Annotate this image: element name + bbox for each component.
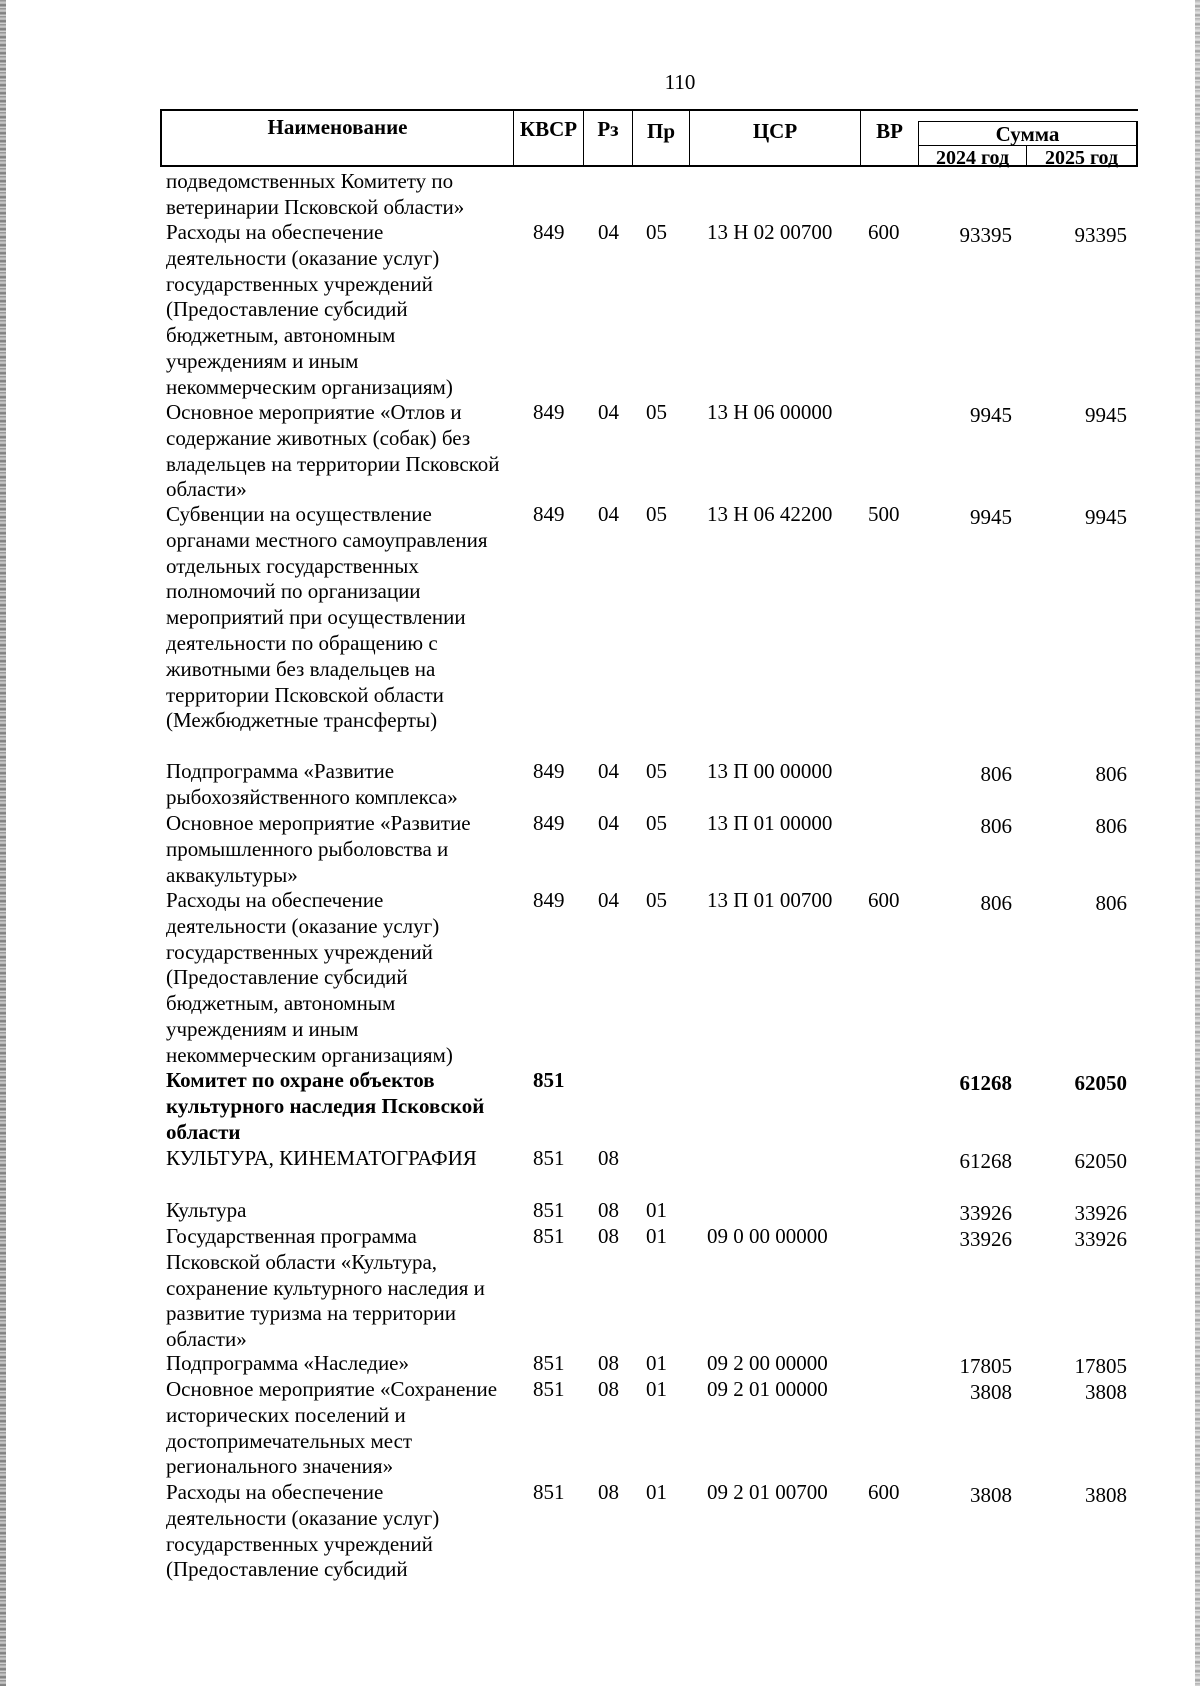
row-2025: 93395 [1074,223,1127,247]
row-pr: 05 [646,400,667,424]
row-kvsr: 851 [533,1377,565,1401]
row-name: Комитет по охране объектов культурного наследия Псковской области [166,1068,485,1144]
header-right-border [1136,121,1138,167]
row-kvsr: 851 [533,1198,565,1222]
row-kvsr: 849 [533,888,565,912]
row-2024: 93395 [959,223,1012,247]
row-rz: 08 [598,1224,619,1248]
row-pr: 01 [646,1351,667,1375]
row-rz: 04 [598,811,619,835]
row-name: Подпрограмма «Развитие рыбохозяйственного комплекса» [166,759,458,809]
row-csr: 09 2 00 00000 [707,1351,828,1375]
row-2025: 17805 [1074,1354,1127,1378]
header-csr: ЦСР [752,119,798,143]
header-vr: ВР [876,119,903,143]
row-pr: 01 [646,1480,667,1504]
row-rz: 08 [598,1351,619,1375]
header-2025: 2025 год [1044,147,1119,169]
row-name: Расходы на обеспечение деятельности (оказание услуг) государственных учреждений (Предоставление субсидий бюджетным, автономным учреждениям и иным некоммерческим организациям) [166,220,453,399]
row-name: Культура [166,1198,247,1222]
row-2024: 806 [980,891,1012,915]
row-csr: 09 2 01 00700 [707,1480,828,1504]
row-2025: 33926 [1074,1227,1127,1251]
row-2025: 62050 [1074,1149,1127,1173]
row-pr: 01 [646,1198,667,1222]
row-rz: 04 [598,759,619,783]
row-kvsr: 851 [533,1351,565,1375]
row-rz: 04 [598,888,619,912]
row-2025: 806 [1095,814,1127,838]
row-kvsr: 849 [533,759,565,783]
row-pr: 05 [646,759,667,783]
row-2024: 61268 [959,1149,1012,1173]
row-pr: 05 [646,502,667,526]
row-rz: 08 [598,1377,619,1401]
row-rz: 08 [598,1146,619,1170]
row-2025: 806 [1095,891,1127,915]
row-2025: 9945 [1085,403,1127,427]
scan-edge-left [0,0,6,1686]
row-rz: 04 [598,220,619,244]
row-vr: 600 [868,888,900,912]
header-rz: Рз [597,117,619,141]
row-kvsr: 851 [533,1224,565,1248]
row-csr: 13 Н 06 42200 [707,502,833,526]
header-pr: Пр [646,119,675,143]
header-sum: Сумма [995,122,1060,146]
row-name: КУЛЬТУРА, КИНЕМАТОГРАФИЯ [166,1146,477,1170]
row-kvsr: 849 [533,400,565,424]
row-rz: 08 [598,1480,619,1504]
row-2024: 17805 [959,1354,1012,1378]
row-rz: 08 [598,1198,619,1222]
row-name: Основное мероприятие «Сохранение исторических поселений и достопримечательных мест регионального значения» [166,1377,498,1479]
row-2024: 3808 [970,1380,1012,1404]
row-csr: 09 0 00 00000 [707,1224,828,1248]
row-vr: 600 [868,1480,900,1504]
header-name: Наименование [267,115,408,139]
row-name: Государственная программа Псковской области «Культура, сохранение культурного наследия и развитие туризма на территории области» [166,1224,485,1352]
row-2024: 806 [980,762,1012,786]
row-2025: 33926 [1074,1201,1127,1225]
row-kvsr: 851 [533,1480,565,1504]
scan-edge-right [1195,0,1200,1686]
row-2025: 9945 [1085,505,1127,529]
row-kvsr: 849 [533,502,565,526]
row-2024: 9945 [970,403,1012,427]
row-name: Расходы на обеспечение деятельности (оказание услуг) государственных учреждений (Предоставление субсидий [166,1480,440,1582]
row-2024: 3808 [970,1483,1012,1507]
row-2025: 3808 [1085,1380,1127,1404]
row-pr: 05 [646,220,667,244]
row-2024: 61268 [959,1071,1012,1095]
row-kvsr: 849 [533,220,565,244]
row-2024: 806 [980,814,1012,838]
row-rz: 04 [598,502,619,526]
row-csr: 13 П 00 00000 [707,759,833,783]
row-name: Расходы на обеспечение деятельности (оказание услуг) государственных учреждений (Предоставление субсидий бюджетным, автономным учреждениям и иным некоммерческим организациям) [166,888,453,1067]
row-kvsr: 851 [533,1068,565,1092]
row-2024: 33926 [959,1227,1012,1251]
row-csr: 09 2 01 00000 [707,1377,828,1401]
row-name: Субвенции на осуществление органами местного самоуправления отдельных государственных полномочий по организации мероприятий при осуществлении деятельности по обращению с животными без владельцев на территории Псковской области (Межбюджетные трансферты) [166,502,488,733]
row-csr: 13 Н 06 00000 [707,400,833,424]
row-name: Основное мероприятие «Развитие промышленного рыболовства и аквакультуры» [166,811,471,887]
row-name: Основное мероприятие «Отлов и содержание животных (собак) без владельцев на территории Псковской области» [166,400,500,502]
row-pr: 01 [646,1377,667,1401]
row-kvsr: 849 [533,811,565,835]
table-header [160,109,1138,169]
row-2024: 33926 [959,1201,1012,1225]
row-2025: 62050 [1074,1071,1127,1095]
row-vr: 500 [868,502,900,526]
row-csr: 13 П 01 00700 [707,888,833,912]
row-pr: 01 [646,1224,667,1248]
header-2024: 2024 год [935,147,1010,169]
row-name: подведомственных Комитету по ветеринарии Псковской области» [166,169,465,219]
row-vr: 600 [868,220,900,244]
row-pr: 05 [646,811,667,835]
row-pr: 05 [646,888,667,912]
row-csr: 13 П 01 00000 [707,811,833,835]
row-name: Подпрограмма «Наследие» [166,1351,409,1375]
page-number: 110 [664,70,696,94]
header-kvsr: КВСР [519,117,578,141]
row-rz: 04 [598,400,619,424]
row-kvsr: 851 [533,1146,565,1170]
row-2025: 3808 [1085,1483,1127,1507]
header-top-border [160,109,1138,111]
row-2025: 806 [1095,762,1127,786]
row-csr: 13 Н 02 00700 [707,220,833,244]
row-2024: 9945 [970,505,1012,529]
